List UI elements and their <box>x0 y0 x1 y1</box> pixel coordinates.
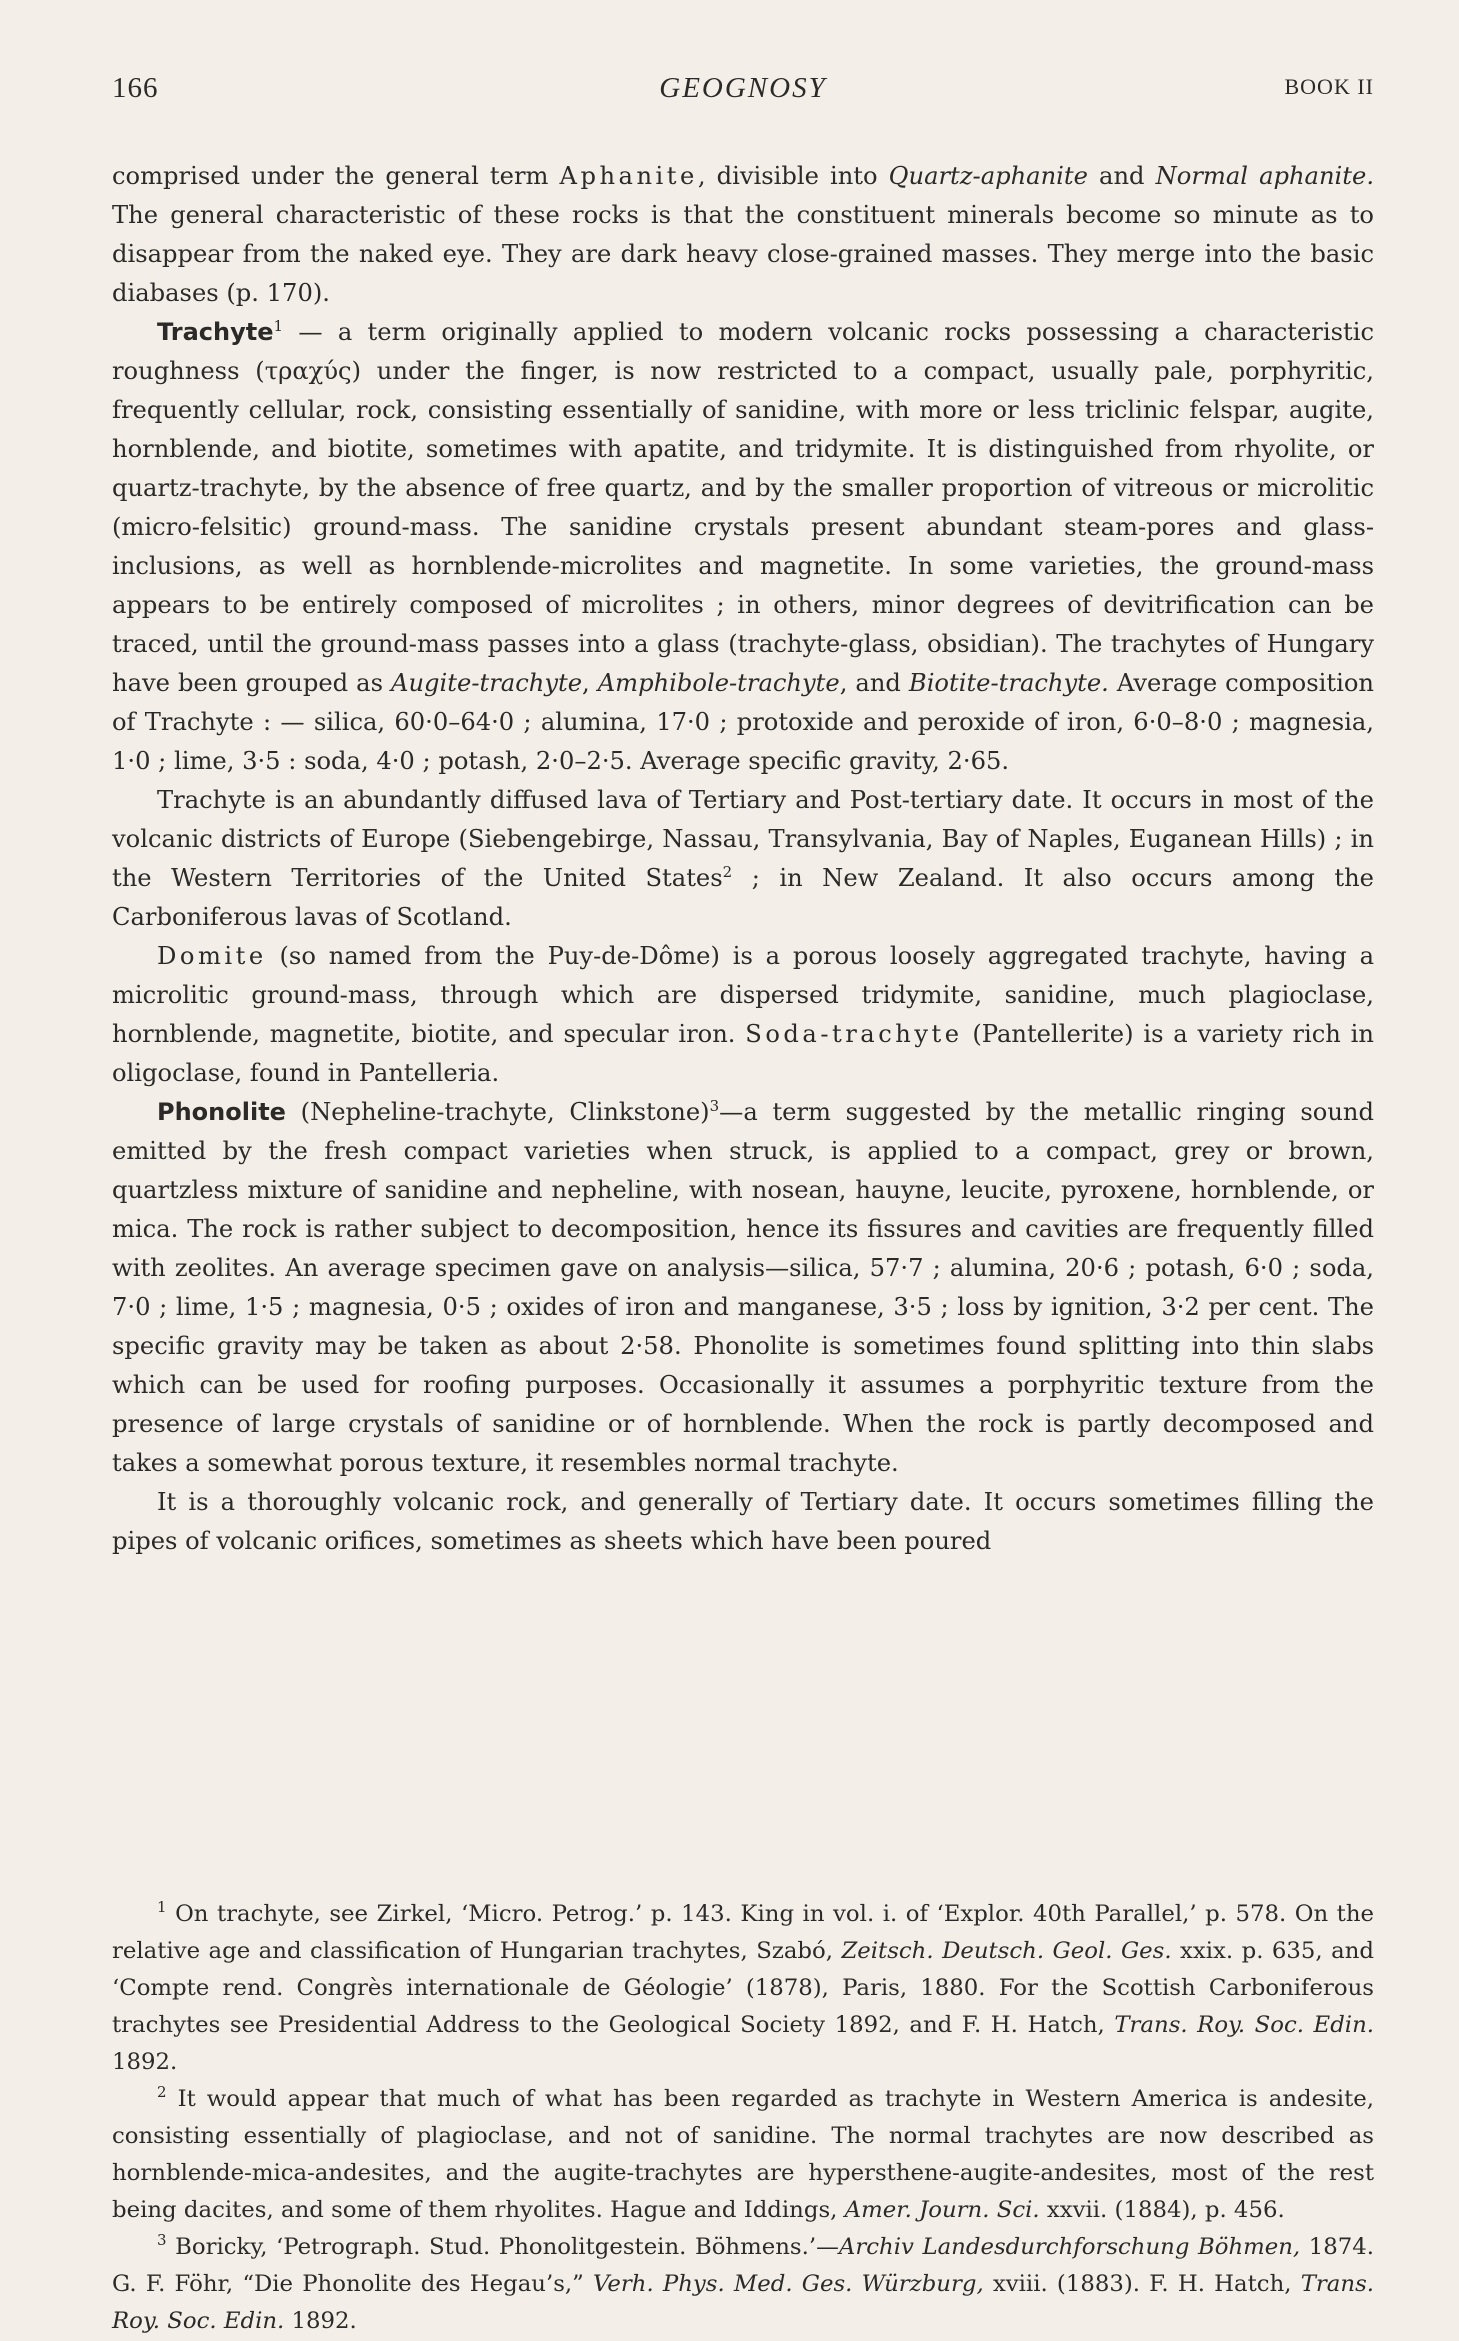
running-title: GEOGNOSY <box>659 72 827 104</box>
paragraph-phonolite: Phonolite (Nepheline-trachyte, Clinkstone)$^3$—a term suggested by the metallic ringing sound emitted by the fresh compact varieties when struck, is applied to a compact, grey or brown, quartzless mixture of sanidine and nepheline, with nosean, hauyne, leucite, pyroxene, hornblende, or mica. The rock is rather subject to decomposition, hence its fissures and cavities are frequently filled with zeolites. An average specimen gave on analysis—silica, 57·7 ; alumina, 20·6 ; potash, 6·0 ; soda, 7·0 ; lime, 1·5 ; magnesia, 0·5 ; oxides of iron and manganese, 3·5 ; loss by ignition, 3·2 per cent. The specific gravity may be taken as about 2·58. Phonolite is sometimes found splitting into thin slabs which can be used for roofing purposes. Occasionally it assumes a porphyritic texture from the presence of large crystals of sanidine or of hornblende. When the rock is partly decomposed and takes a somewhat porous texture, it resembles normal trachyte. <box>112 1097 1374 1477</box>
footnote-ref-3: 3 <box>709 1097 720 1115</box>
footnote-ref-1: 1 <box>273 317 284 335</box>
term-phonolite: Phonolite <box>157 1098 286 1126</box>
page-number: 166 <box>112 72 159 104</box>
body-text <box>112 157 1374 1561</box>
term-aphanite: Aphanite <box>559 162 698 190</box>
term-trachyte: Trachyte <box>157 318 274 346</box>
paragraph-trachyte: Trachyte$^1$ — a term originally applied to modern volcanic rocks possessing a characteristic roughness (τραχύς) under the finger, is now restricted to a compact, usually pale, porphyritic, frequently cellular, rock, consisting essentially of sanidine, with more or less triclinic felspar, augite, hornblende, and biotite, sometimes with apatite, and tridymite. It is distinguished from rhyolite, or quartz-trachyte, by the absence of free quartz, and by the smaller proportion of vitreous or microlitic (micro-felsitic) ground-mass. The sanidine crystals present abundant steam-pores and glass-inclusions, as well as hornblende-microlites and magnetite. In some varieties, the ground-mass appears to be entirely composed of microlites ; in others, minor degrees of devitrification can be traced, until the ground-mass passes into a glass (trachyte-glass, obsidian). The trachytes of Hungary have been grouped as Augite-trachyte, Amphibole-trachyte, and Biotite-trachyte. Average composition of Trachyte : — silica, 60·0–64·0 ; alumina, 17·0 ; protoxide and peroxide of iron, 6·0–8·0 ; magnesia, 1·0 ; lime, 3·5 : soda, 4·0 ; potash, 2·0–2·5. Average specific gravity, 2·65. <box>112 317 1374 775</box>
footnote-1: $^1$ On trachyte, see Zirkel, ‘Micro. Petrog.’ p. 143. King in vol. i. of ‘Explor. 40th Parallel,’ p. 578. On the relative age and classification of Hungarian trachytes, Szabó, Zeitsch. Deutsch. Geol. Ges. xxix. p. 635, and ‘Compte rend. Congrès internationale de Géologie’ (1878), Paris, 1880. For the Scottish Carboniferous trachytes see Presidential Address to the Geological Society 1892, and F. H. Hatch, Trans. Roy. Soc. Edin. 1892. <box>112 1898 1375 2075</box>
paragraph-trachyte-occurrence: Trachyte is an abundantly diffused lava of Tertiary and Post-tertiary date. It occurs in most of the volcanic districts of Europe (Siebengebirge, Nassau, Transylvania, Bay of Naples, Euganean Hills) ; in the Western Territories of the United States$^2$ ; in New Zealand. It also occurs among the Carboniferous lavas of Scotland. <box>112 786 1374 931</box>
paragraph-phonolite-occurrence: It is a thoroughly volcanic rock, and generally of Tertiary date. It occurs sometimes filling the pipes of volcanic orifices, sometimes as sheets which have been poured <box>112 1488 1374 1555</box>
term-domite: Domite <box>157 942 267 970</box>
term-soda-trachyte: Soda-trachyte <box>745 1020 963 1048</box>
book-label: BOOK II <box>1284 74 1374 99</box>
footnotes <box>112 1896 1374 2340</box>
paragraph-aphanite: comprised under the general term Aphanite, divisible into Quartz-aphanite and Normal aphanite. The general characteristic of these rocks is that the constituent minerals become so minute as to disappear from the naked eye. They are dark heavy close-grained masses. They merge into the basic diabases (p. 170). <box>112 162 1375 307</box>
footnote-ref-2: 2 <box>722 863 733 881</box>
running-header <box>112 72 1374 112</box>
footnote-2: $^2$ It would appear that much of what has been regarded as trachyte in Western America is andesite, consisting essentially of plagioclase, and not of sanidine. The normal trachytes are now described as hornblende-mica-andesites, and the augite-trachytes are hypersthene-augite-andesites, most of the rest being dacites, and some of them rhyolites. Hague and Iddings, Amer. Journ. Sci. xxvii. (1884), p. 456. <box>112 2083 1374 2223</box>
footnote-3: $^3$ Boricky, ‘Petrograph. Stud. Phonolitgestein. Böhmens.’—Archiv Landesdurchforschung Böhmen, 1874. G. F. Föhr, “Die Phonolite des Hegau’s,” Verh. Phys. Med. Ges. Würzburg, xviii. (1883). F. H. Hatch, Trans. Roy. Soc. Edin. 1892. <box>112 2231 1375 2334</box>
paragraph-domite: Domite (so named from the Puy-de-Dôme) is a porous loosely aggregated trachyte, having a microlitic ground-mass, through which are dispersed tridymite, sanidine, much plagioclase, hornblende, magnetite, biotite, and specular iron. Soda-trachyte (Pantellerite) is a variety rich in oligoclase, found in Pantelleria. <box>112 942 1374 1087</box>
